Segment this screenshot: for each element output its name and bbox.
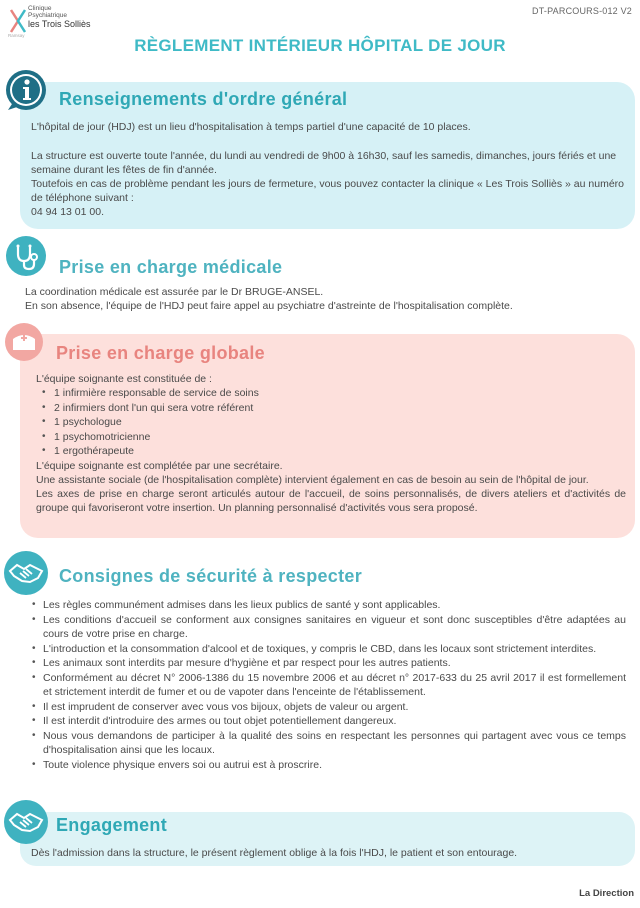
security-list-item: • L'introduction et la consommation d'alcool et de toxiques, y compris le CBD, dans les locaux sont strictement interdites. xyxy=(30,642,626,657)
stethoscope-icon xyxy=(6,236,46,276)
team-list-item: • 1 psychologue xyxy=(36,415,626,430)
security-list-item: • Nous vous demandons de participer à la qualité des soins en respectant les personnes qui partagent avec vous ce temps d'hospitalisation ainsi que les locaux. xyxy=(30,729,626,758)
engagement-text: Dès l'admission dans la structure, le présent règlement oblige à la fois l'HDJ, le patient et son entourage. xyxy=(31,847,518,859)
team-list xyxy=(36,386,626,459)
document-reference: DT-PARCOURS-012 V2 xyxy=(532,6,632,16)
section-title-security: Consignes de sécurité à respecter xyxy=(59,566,363,586)
global-p2: Une assistante sociale (de l'hospitalisation complète) intervient également en cas de besoin au sein de l'hôpital de jour. xyxy=(36,473,589,486)
security-list-item: • Les règles communément admises dans les lieux publics de santé y sont applicables. xyxy=(30,598,626,613)
section-title-global: Prise en charge globale xyxy=(56,343,265,363)
section-title-engagement: Engagement xyxy=(56,815,168,835)
general-p1: L'hôpital de jour (HDJ) est un lieu d'hospitalisation à temps partiel d'une capacité de 10 places. xyxy=(31,121,471,133)
general-p3: Toutefois en cas de problème pendant les jours de fermeture, vous pouvez contacter la clinique « Les Trois Solliès » au numéro de téléphone suivant : xyxy=(31,178,625,204)
general-text xyxy=(31,120,627,219)
handshake-icon xyxy=(4,551,48,595)
security-list-item: • Il est imprudent de conserver avec vous vos bijoux, objets de valeur ou argent. xyxy=(30,700,626,715)
signature: La Direction xyxy=(579,888,634,899)
logo-text xyxy=(28,5,91,29)
general-phone: 04 94 13 01 00. xyxy=(31,206,104,218)
team-list-item: • 2 infirmiers dont l'un qui sera votre référent xyxy=(36,401,626,416)
logo-mark-icon xyxy=(8,6,28,36)
general-p2: La structure est ouverte toute l'année, du lundi au vendredi de 9h00 à 16h30, sauf les samedis, dimanches, jours fériés et une semaine durant les fêtes de fin d'année. xyxy=(31,150,617,176)
page-title: RÈGLEMENT INTÉRIEUR HÔPITAL DE JOUR xyxy=(134,36,506,55)
team-list-item: • 1 ergothérapeute xyxy=(36,444,626,459)
security-list xyxy=(30,598,626,772)
security-list-item: • Les animaux sont interdits par mesure d'hygiène et par respect pour les autres patients. xyxy=(30,656,626,671)
global-text xyxy=(36,372,626,515)
logo-line2: Psychiatrique xyxy=(28,12,68,19)
section-title-medical: Prise en charge médicale xyxy=(59,257,283,277)
team-list-item: • 1 infirmière responsable de service de soins xyxy=(36,386,626,401)
section-title-general: Renseignements d'ordre général xyxy=(59,89,348,109)
logo-ramsay: Ramsay xyxy=(8,33,25,38)
engagement-handshake-icon xyxy=(4,800,48,844)
global-p3: Les axes de prise en charge seront articulés autour de l'accueil, de soins personnalisés, de divers ateliers et d'activités de groupe qui favoriseront votre insertion. Un planning personnalisé d'activités vous sera proposé. xyxy=(36,487,626,514)
security-list-item: • Toute violence physique envers soi ou autrui est à proscrire. xyxy=(30,758,626,773)
logo-line1: Clinique xyxy=(28,5,52,12)
nurse-cap-icon xyxy=(4,322,44,362)
security-list-item: • Conformément au décret N° 2006-1386 du 15 novembre 2006 et au décret n° 2017-633 du 25 avril 2017 il est formellement et strictement interdit de fumer et ou de vapoter dans l'enceinte de l'établissement. xyxy=(30,671,626,700)
security-list-item: • Il est interdit d'introduire des armes ou tout objet potentiellement dangereux. xyxy=(30,714,626,729)
security-list-item: • Les conditions d'accueil se conforment aux consignes sanitaires en vigueur et sont donc susceptibles d'être adaptées au cours de votre prise en charge. xyxy=(30,613,626,642)
team-list-item: • 1 psychomotricienne xyxy=(36,430,626,445)
medical-p2: En son absence, l'équipe de l'HDJ peut faire appel au psychiatre d'astreinte de l'hospitalisation complète. xyxy=(25,300,513,312)
security-text xyxy=(30,598,626,772)
global-intro: L'équipe soignante est constituée de : xyxy=(36,373,212,385)
medical-text xyxy=(25,285,625,313)
medical-p1: La coordination médicale est assurée par le Dr BRUGE-ANSEL. xyxy=(25,286,324,298)
global-p1: L'équipe soignante est complétée par une secrétaire. xyxy=(36,459,283,472)
clinic-logo xyxy=(8,4,108,36)
info-icon xyxy=(4,68,48,112)
logo-line3: les Trois Solliès xyxy=(28,19,91,29)
